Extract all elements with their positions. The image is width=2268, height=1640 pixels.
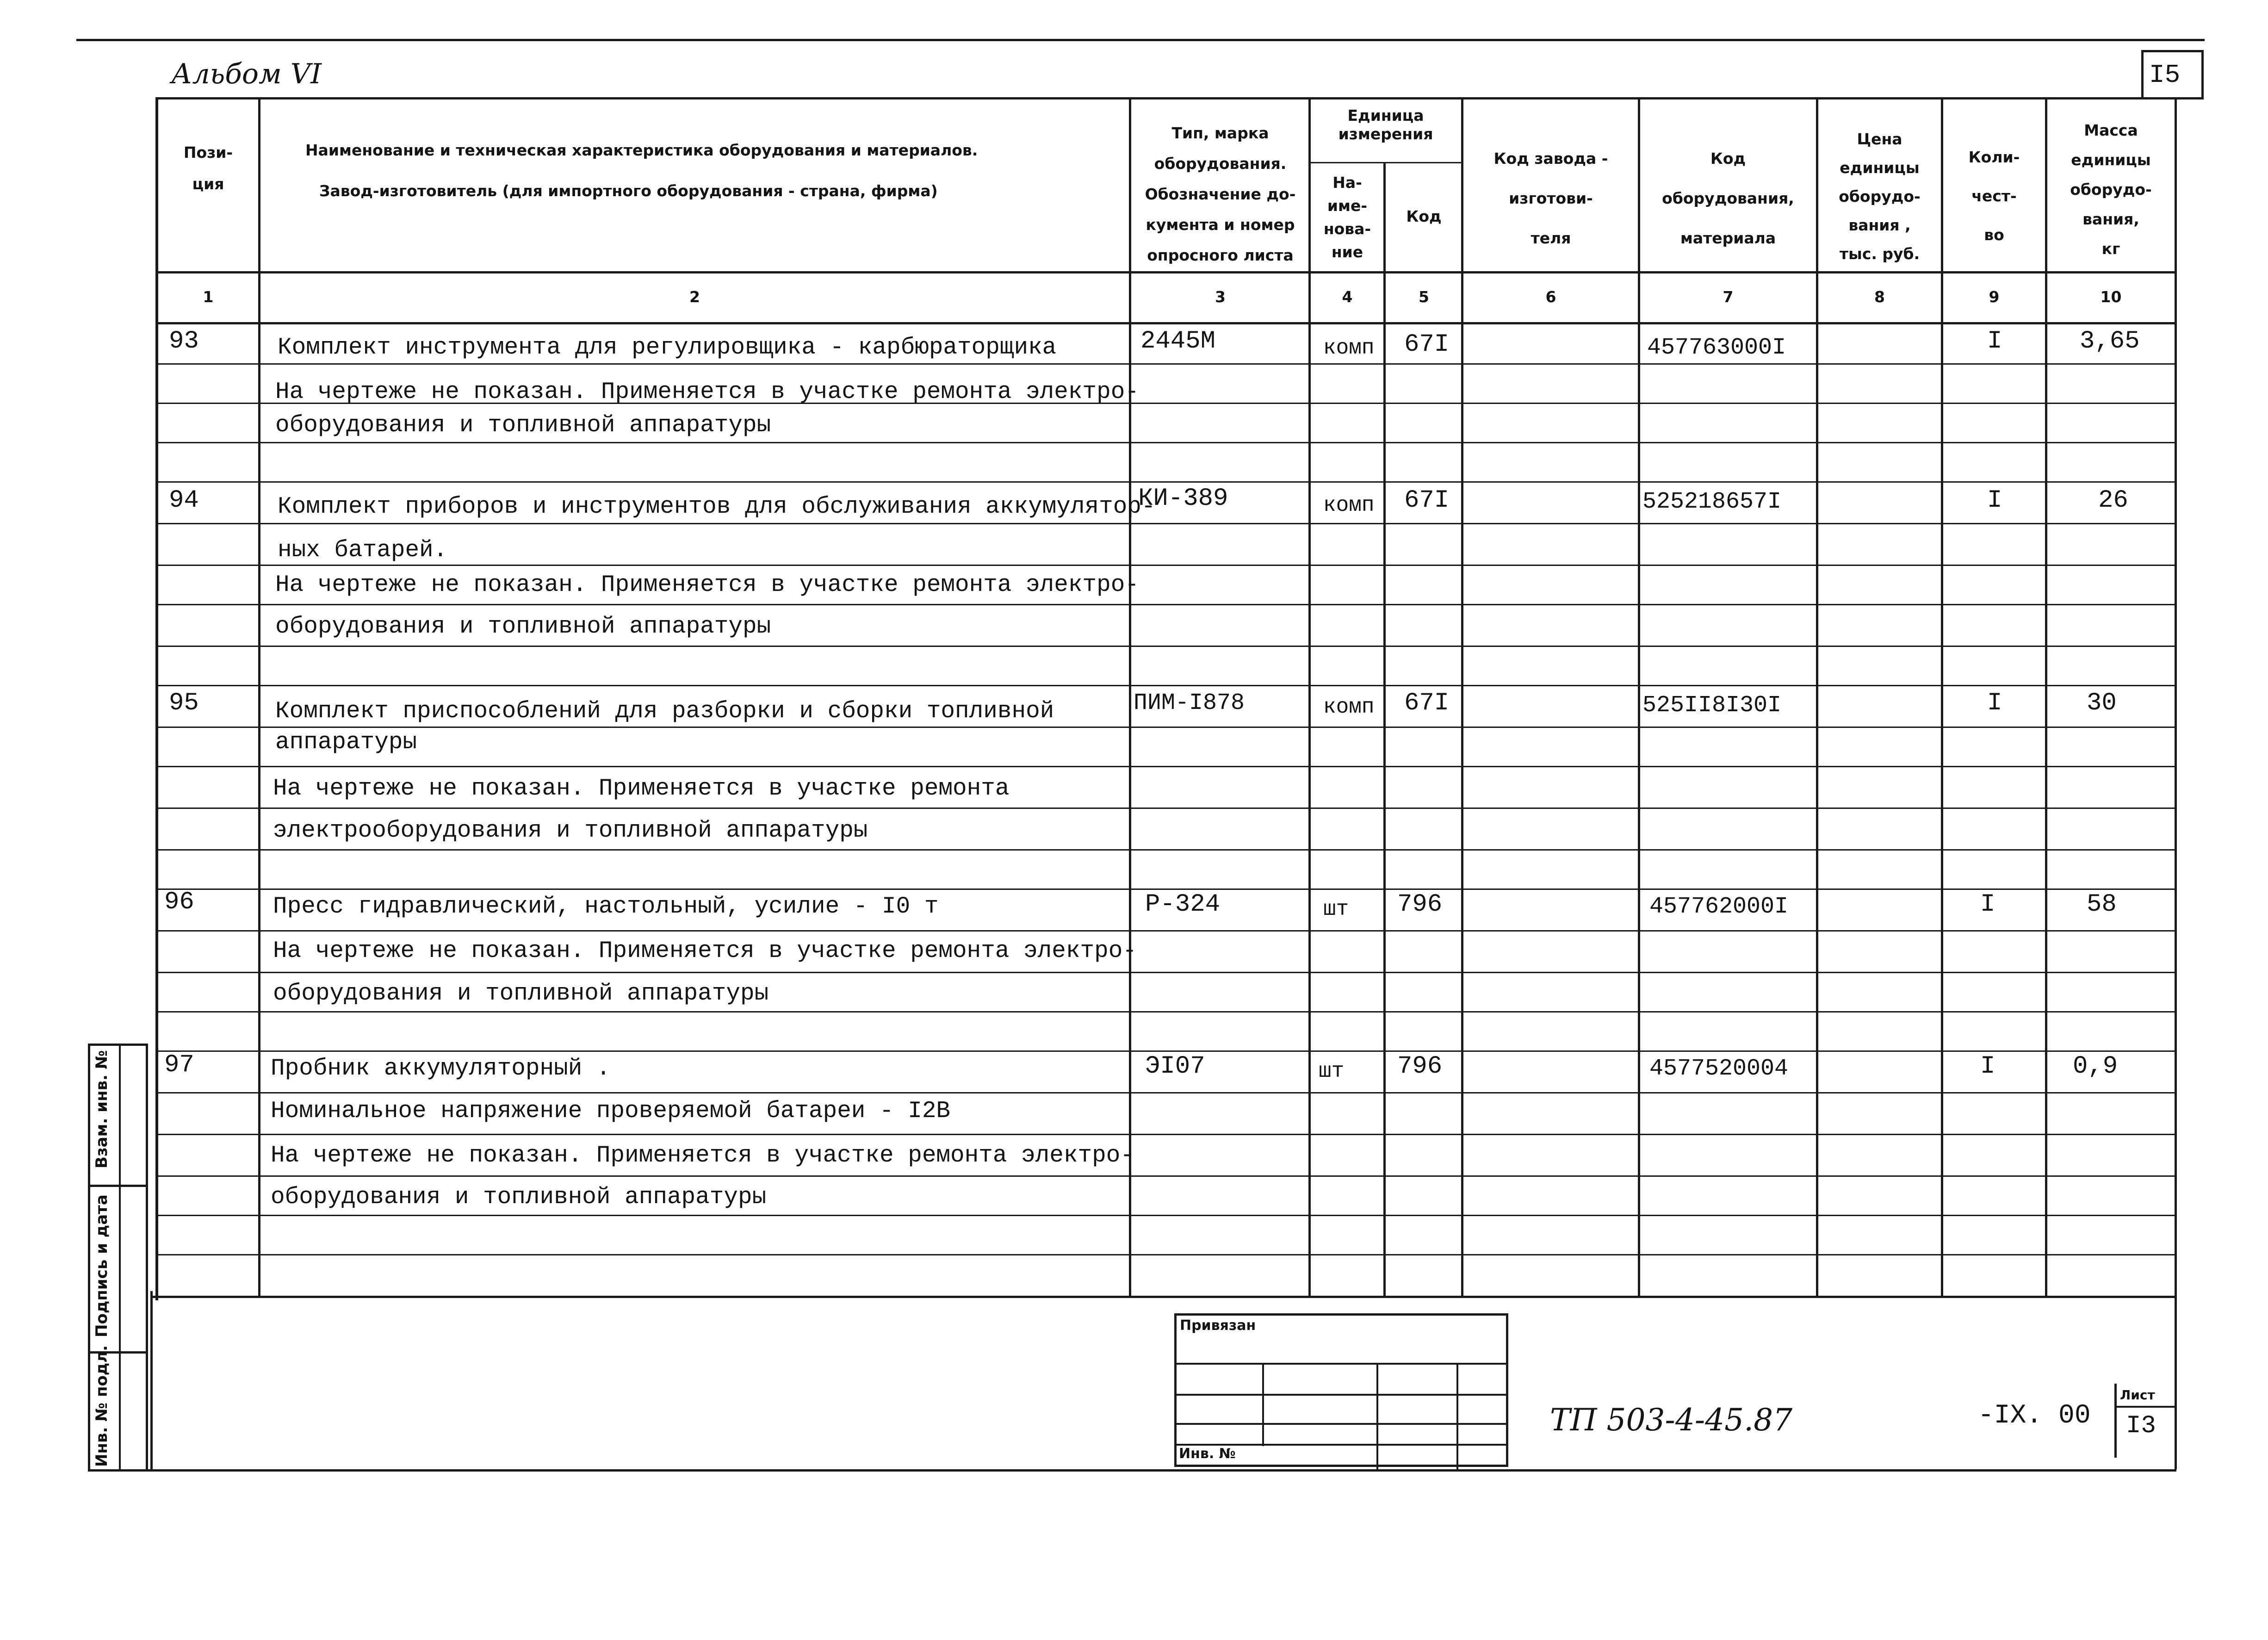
- item-95-line2: аппаратуры: [275, 729, 417, 756]
- item-95-code: 525II8I30I: [1642, 692, 1782, 719]
- inv-label: Инв. №: [1179, 1446, 1236, 1462]
- sheet-number: I3: [2126, 1412, 2156, 1440]
- header-col6-line: Код завода -: [1493, 149, 1608, 168]
- header-col2-line: Наименование и техническая характеристика оборудования и материалов.: [305, 141, 978, 159]
- col-line-7: [1816, 97, 1818, 1298]
- row-separator-line: [155, 646, 2175, 647]
- page-number-box-left: [2141, 51, 2144, 99]
- colnum-7: 7: [1723, 288, 1734, 306]
- header-col1: [157, 143, 259, 193]
- side-stamp-split-1: [90, 1185, 146, 1187]
- header-col9-line: Коли-: [1968, 148, 2020, 166]
- album-title: Альбом VI: [171, 58, 322, 90]
- item-97-mass: 0,9: [2073, 1052, 2118, 1081]
- item-94-unit-code: 67I: [1404, 486, 1450, 515]
- item-97-unit-code: 796: [1397, 1052, 1443, 1081]
- colnum-3: 3: [1215, 288, 1226, 306]
- colnum-bottom-line: [155, 322, 2175, 324]
- header-col10: [2047, 116, 2175, 264]
- header-col6-line: изготови-: [1509, 189, 1593, 207]
- item-95-line3: На чертеже не показан. Применяется в участке ремонта: [273, 776, 1010, 802]
- header-unit-line: Единица: [1347, 106, 1424, 124]
- header-col10-line: Масса: [2084, 121, 2138, 139]
- header-col4-line: На-: [1332, 174, 1362, 192]
- item-94-qty: I: [1987, 486, 2002, 515]
- item-94-line3: На чертеже не показан. Применяется в участке ремонта электро-: [275, 572, 1139, 598]
- side-stamp-podpis: Подпись и дата: [93, 1194, 111, 1337]
- row-separator-line: [155, 888, 2175, 890]
- top-border-line: [76, 39, 2205, 41]
- item-97-line3: На чертеже не показан. Применяется в участке ремонта электро-: [271, 1143, 1134, 1169]
- row-separator-line: [155, 481, 2175, 483]
- item-95-line1: Комплект приспособлений для разборки и сборки топливной: [275, 698, 1054, 725]
- header-unit-line: измерения: [1338, 125, 1433, 143]
- row-separator-line: [155, 1134, 2175, 1135]
- item-97-line2: Номинальное напряжение проверяемой батареи - I2В: [271, 1098, 951, 1124]
- frame-bottom-line: [89, 1469, 2176, 1472]
- header-col10-line: вания,: [2082, 210, 2139, 228]
- colnum-10: 10: [2100, 288, 2122, 306]
- document-suffix: -IX. 00: [1978, 1401, 2091, 1431]
- item-96-pos: 96: [164, 888, 194, 916]
- document-code: ТП 503-4-45.87: [1550, 1402, 1793, 1438]
- item-97-line4: оборудования и топливной аппаратуры: [271, 1184, 767, 1211]
- item-97-type: ЭI07: [1145, 1052, 1205, 1081]
- item-94-mass: 26: [2098, 486, 2128, 515]
- header-col3-line: оборудования.: [1154, 155, 1287, 173]
- row-separator-line: [155, 363, 2175, 365]
- header-col3-line: опросного листа: [1147, 246, 1294, 264]
- item-96-unit-code: 796: [1397, 890, 1443, 919]
- header-col8-line: оборудо-: [1839, 187, 1921, 205]
- item-95-unit: комп: [1323, 695, 1375, 719]
- row-separator-line: [155, 685, 2175, 686]
- item-93-unit-code: 67I: [1404, 330, 1450, 359]
- header-col8: [1818, 125, 1941, 268]
- item-93-code: 457763000I: [1647, 335, 1786, 361]
- item-95-type: ПИМ-I878: [1134, 690, 1245, 716]
- col-line-4: [1383, 162, 1386, 1298]
- header-col8-line: вания ,: [1848, 216, 1911, 234]
- item-94-line2: ных батарей.: [278, 537, 448, 564]
- item-97-unit: шт: [1319, 1059, 1345, 1083]
- colnum-1: 1: [203, 288, 214, 306]
- page-number-box-right: [2201, 51, 2204, 99]
- header-col2-line: Завод-изготовитель (для импортного оборудования - страна, фирма): [319, 182, 938, 200]
- header-col2: [305, 141, 978, 200]
- header-col8-line: Цена: [1857, 130, 1902, 148]
- header-col1-line: Пози-: [183, 143, 233, 162]
- unit-header-split: [1310, 162, 1463, 163]
- colnum-6: 6: [1545, 288, 1556, 306]
- side-stamp-inner-line: [119, 1046, 121, 1469]
- col-line-8: [1941, 97, 1943, 1298]
- item-96-line1: Пресс гидравлический, настольный, усилие - I0 т: [273, 894, 939, 920]
- colnum-5: 5: [1419, 288, 1429, 306]
- row-separator-line: [155, 972, 2175, 973]
- item-93-type: 2445М: [1140, 327, 1216, 355]
- row-separator-line: [155, 1050, 2175, 1052]
- item-94-line1: Комплект приборов и инструментов для обслуживания аккумулятор-: [278, 494, 1156, 520]
- sheet-box-split: [2114, 1406, 2175, 1408]
- header-col1-line: ция: [192, 175, 224, 193]
- colnum-9: 9: [1989, 288, 2000, 306]
- header-col9-line: чест-: [1971, 187, 2017, 205]
- row-separator-line: [155, 523, 2175, 524]
- col-line-1: [258, 97, 260, 1298]
- item-95-line4: электрооборудования и топливной аппаратуры: [273, 818, 868, 844]
- table-end-line: [153, 1296, 2175, 1298]
- row-separator-line: [155, 565, 2175, 566]
- row-separator-line: [155, 604, 2175, 605]
- item-96-line2: На чертеже не показан. Применяется в участке ремонта электро-: [273, 938, 1137, 964]
- header-col4: [1310, 171, 1384, 264]
- col-line-2: [1129, 97, 1131, 1298]
- row-separator-line: [155, 766, 2175, 767]
- header-col6: [1463, 139, 1638, 258]
- item-96-unit: шт: [1323, 897, 1349, 921]
- frame-left-line: [155, 97, 158, 1300]
- header-col10-line: оборудо-: [2070, 180, 2152, 199]
- col-line-3: [1308, 97, 1311, 1298]
- item-96-qty: I: [1980, 890, 1995, 919]
- colnum-2: 2: [689, 288, 700, 306]
- item-95-mass: 30: [2087, 689, 2117, 717]
- header-col7-line: оборудования,: [1662, 189, 1794, 207]
- item-94-type: КИ-389: [1138, 485, 1228, 513]
- privyazan-vline-2: [1376, 1363, 1378, 1469]
- row-separator-line: [155, 849, 2175, 851]
- col-line-6: [1638, 97, 1640, 1298]
- header-col7-line: Код: [1710, 149, 1746, 168]
- row-separator-line: [155, 808, 2175, 809]
- header-col7-line: материала: [1680, 229, 1776, 247]
- row-separator-line: [155, 1092, 2175, 1093]
- frame-right-line: [2175, 97, 2177, 1469]
- item-95-unit-code: 67I: [1404, 689, 1450, 717]
- header-col8-line: тыс. руб.: [1839, 245, 1920, 263]
- table-top-line: [155, 97, 2203, 99]
- header-col7: [1640, 139, 1816, 258]
- header-unit-group: [1310, 106, 1461, 143]
- header-col3-line: кумента и номер: [1146, 216, 1295, 234]
- header-col10-line: единицы: [2071, 151, 2151, 169]
- item-93-line1: Комплект инструмента для регулировщика - карбюраторщика: [278, 335, 1057, 361]
- item-97-code: 4577520004: [1649, 1056, 1789, 1082]
- lower-frame-left-line: [150, 1291, 153, 1472]
- header-col4-line: нова-: [1323, 220, 1371, 238]
- header-col9-line: во: [1984, 226, 2004, 244]
- row-separator-line: [155, 1011, 2175, 1013]
- row-separator-line: [155, 442, 2175, 443]
- colnum-4: 4: [1342, 288, 1353, 306]
- privyazan-vline-1: [1262, 1363, 1264, 1446]
- item-96-type: Р-324: [1145, 890, 1221, 919]
- row-separator-line: [155, 930, 2175, 932]
- header-col4-line: име-: [1327, 197, 1368, 215]
- item-95-pos: 95: [169, 689, 199, 717]
- item-95-qty: I: [1987, 689, 2002, 717]
- item-94-line4: оборудования и топливной аппаратуры: [275, 614, 771, 640]
- item-94-unit: комп: [1323, 493, 1375, 517]
- row-separator-line: [155, 1175, 2175, 1177]
- sheet-label: Лист: [2120, 1387, 2155, 1403]
- header-bottom-line: [155, 271, 2175, 273]
- side-stamp-vzam: Взам. инв. №: [93, 1050, 111, 1168]
- header-col5: Код: [1406, 207, 1442, 225]
- item-93-mass: 3,65: [2080, 327, 2140, 355]
- item-93-line3: оборудования и топливной аппаратуры: [275, 412, 771, 439]
- header-col4-line: ние: [1331, 243, 1363, 261]
- header-col9: [1943, 138, 2045, 255]
- header-col3-line: Обозначение до-: [1145, 185, 1296, 203]
- row-separator-line: [155, 1215, 2175, 1216]
- item-97-pos: 97: [164, 1051, 194, 1079]
- page-number-box-top: [2141, 50, 2204, 52]
- item-94-code: 525218657I: [1642, 489, 1782, 515]
- col-line-5: [1461, 97, 1463, 1298]
- item-97-line1: Пробник аккумуляторный .: [271, 1056, 611, 1082]
- item-93-qty: I: [1987, 327, 2002, 355]
- item-94-pos: 94: [169, 486, 199, 515]
- row-separator-line: [155, 1254, 2175, 1255]
- item-93-pos: 93: [169, 327, 199, 355]
- header-col3-line: Тип, марка: [1171, 124, 1269, 142]
- item-93-unit: комп: [1323, 336, 1375, 360]
- item-96-code: 457762000I: [1649, 894, 1789, 920]
- col-line-9: [2045, 97, 2047, 1298]
- item-97-qty: I: [1980, 1052, 1995, 1081]
- row-separator-line: [155, 727, 2175, 728]
- item-93-line2: На чертеже не показан. Применяется в участке ремонта электро-: [275, 379, 1139, 405]
- privyazan-label: Привязан: [1180, 1317, 1256, 1334]
- page-number: I5: [2149, 60, 2181, 90]
- header-col6-line: теля: [1531, 229, 1571, 247]
- side-stamp-inv: Инв. № подл.: [93, 1345, 111, 1467]
- item-96-mass: 58: [2087, 890, 2117, 919]
- privyazan-vline-3: [1456, 1363, 1458, 1469]
- colnum-8: 8: [1874, 288, 1885, 306]
- header-col3: [1131, 118, 1309, 271]
- header-col10-line: кг: [2101, 240, 2120, 258]
- item-96-line3: оборудования и топливной аппаратуры: [273, 981, 769, 1007]
- header-col8-line: единицы: [1840, 159, 1920, 177]
